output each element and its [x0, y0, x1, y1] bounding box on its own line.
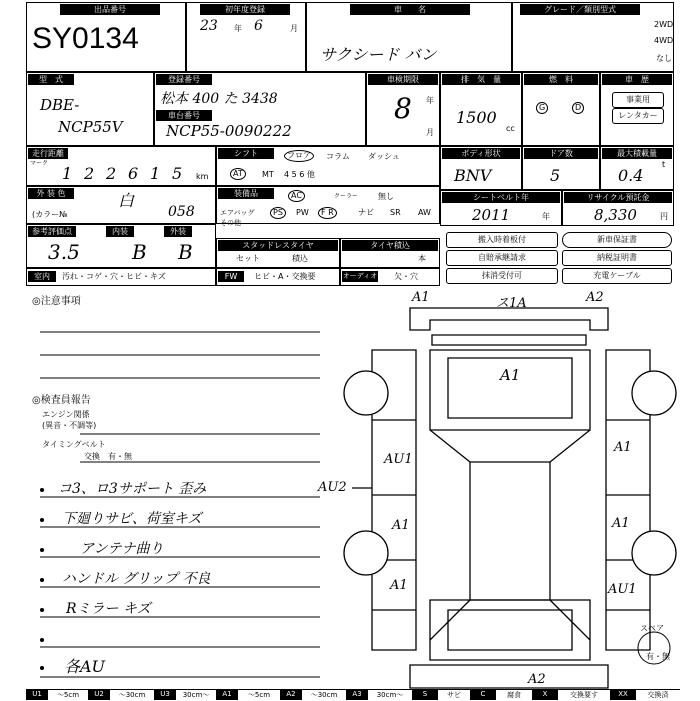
- timing-sub: 交換 有・無: [84, 452, 132, 461]
- recycle-label: リサイクル預託金: [564, 192, 672, 203]
- seatbelt-value: 2011: [472, 206, 511, 224]
- mark-top-left: A1: [412, 290, 430, 305]
- spare-label: スペア: [640, 624, 664, 633]
- shift-gears: 4 5 6 他: [284, 170, 315, 179]
- eq-other: その他: [220, 219, 241, 227]
- exterior-label: 外装: [164, 226, 192, 237]
- inspection-month-unit: 月: [426, 128, 434, 137]
- exterior-color-label: 外 装 色: [28, 188, 74, 199]
- usage-business: 事業用: [612, 92, 664, 108]
- inspection-value: 8: [394, 92, 412, 125]
- chassis-label: 車台番号: [156, 110, 212, 121]
- eq-navi: ナビ: [358, 208, 374, 217]
- mark-right-front: A1: [614, 440, 632, 455]
- first-reg-month-unit: 月: [290, 24, 298, 33]
- legend-key-s: S: [412, 689, 438, 700]
- seatbelt-label: シートベルト年: [442, 192, 560, 203]
- doc-deregistration: 抹消受付可: [446, 268, 558, 284]
- first-reg-month: 6: [254, 18, 263, 34]
- doc-warranty: 新車保証書: [562, 232, 672, 248]
- mileage-digit-2: 2: [84, 164, 95, 183]
- mark-roof: A1: [500, 366, 521, 384]
- eq-ac: AC: [288, 190, 305, 202]
- engine-label: エンジン関係: [42, 410, 90, 419]
- mark-left-side: AU2: [318, 480, 347, 495]
- body-type-label: ボディ形状: [442, 148, 520, 159]
- fuel-g: G: [536, 102, 548, 114]
- note-bullets: [40, 488, 44, 670]
- reg-no-label: 登録番号: [156, 74, 212, 85]
- mileage-digit-3: 2: [106, 164, 117, 183]
- legend-val-a1: ～5cm: [238, 689, 280, 700]
- model-line1: DBE-: [40, 96, 80, 114]
- seatbelt-unit: 年: [542, 212, 550, 221]
- mileage-label: 走行距離: [28, 148, 68, 159]
- note-lines: [40, 332, 320, 677]
- lot-number: SY0134: [32, 22, 139, 55]
- mark-right-mid: A1: [612, 516, 630, 531]
- mileage-digit-5: 1: [150, 164, 161, 183]
- doors-label: ドア数: [524, 148, 598, 159]
- legend-key-c: C: [470, 689, 496, 700]
- drive-2wd: 2WD: [654, 20, 674, 29]
- legend-key-xx: XX: [610, 689, 636, 700]
- fw-options: ヒビ・A・交換要: [254, 272, 316, 281]
- mark-top-right: A2: [586, 290, 604, 305]
- grade-label: グレード／類別型式: [520, 4, 640, 15]
- mark-left-front: AU1: [384, 452, 413, 467]
- legend-val-u2: ～30cm: [110, 689, 154, 700]
- eq-cooler: クーラー: [334, 193, 359, 200]
- first-reg-label: 初年度登録: [200, 4, 290, 15]
- reg-no-value: 松本 400 た 3438: [160, 91, 278, 107]
- mileage-sub: マーク: [30, 160, 49, 167]
- comment-1: コ3、ロ3サポート 歪み: [58, 481, 207, 497]
- comment-3: アンテナ曲り: [80, 541, 164, 557]
- mark-right-rear: AU1: [608, 582, 637, 597]
- first-reg-year: 23: [200, 18, 218, 34]
- studless-sets: セット: [236, 254, 260, 263]
- doc-delivery-plate: 搬入時着板付: [446, 232, 558, 248]
- mark-bottom: A2: [528, 672, 546, 687]
- displacement-unit: cc: [506, 124, 515, 133]
- eq-fr: F R: [318, 207, 337, 219]
- max-load-label: 最大積載量: [602, 148, 672, 159]
- model-line2: NCP55V: [58, 118, 123, 136]
- legend-key-u3: U3: [154, 689, 176, 700]
- exterior-color-value: 白: [118, 191, 135, 210]
- legend-val-s: サビ: [438, 689, 470, 700]
- studless-label: スタッドレスタイヤ: [218, 240, 338, 251]
- score-label: 参考評価点: [28, 226, 76, 237]
- mileage-digit-6: 5: [172, 164, 183, 183]
- shift-floor: フロア: [284, 150, 314, 162]
- drive-none: なし: [656, 54, 672, 63]
- fw-label: FW: [218, 271, 244, 282]
- tire-label: タイヤ積込: [342, 240, 438, 251]
- doc-insurance: 自賠承継請求: [446, 250, 558, 266]
- room-label: 室内: [28, 271, 56, 282]
- inspection-year-unit: 年: [426, 96, 434, 105]
- inspection-label: 車検期限: [368, 74, 438, 85]
- recycle-value: 8,330: [594, 206, 637, 224]
- displacement-value: 1500: [456, 108, 497, 127]
- comment-2: 下廻りサビ、荷室キズ: [62, 511, 202, 527]
- eq-sr: SR: [390, 208, 401, 217]
- body-type-value: BNV: [454, 166, 492, 185]
- interior-label: 内装: [106, 226, 134, 237]
- usage-label: 車 歴: [602, 74, 672, 85]
- displacement-label: 排 気 量: [442, 74, 520, 85]
- first-reg-year-unit: 年: [234, 24, 242, 33]
- eq-ps: PS: [270, 207, 286, 219]
- color-no-value: 058: [168, 204, 195, 220]
- audio-label: オーディオ: [342, 272, 378, 280]
- legend-val-xx: 交換済: [636, 689, 680, 700]
- inspector-title: ◎検査員報告: [32, 395, 91, 406]
- exterior-value: B: [178, 240, 193, 264]
- timing-label: タイミングベルト: [42, 440, 106, 449]
- legend-val-x: 交換要す: [558, 689, 610, 700]
- comment-5: Rミラー キズ: [66, 601, 151, 617]
- legend-key-u2: U2: [88, 689, 110, 700]
- shift-at: AT: [230, 168, 246, 180]
- legend-key-u1: U1: [26, 689, 48, 700]
- fuel-d: D: [572, 102, 584, 114]
- legend-val-a2: ～30cm: [302, 689, 346, 700]
- tire-count: 本: [418, 254, 426, 263]
- car-wheels: [344, 371, 676, 575]
- score-value: 3.5: [48, 240, 80, 264]
- lot-label: 出品番号: [60, 4, 160, 15]
- color-no-label: (カラー№: [32, 210, 68, 219]
- legend-val-u3: 30cm～: [176, 689, 216, 700]
- room-options: 汚れ・コゲ・穴・ヒビ・キズ: [62, 272, 166, 281]
- eq-aw: AW: [418, 208, 431, 217]
- studless-loaded: 積込: [292, 254, 308, 263]
- equipment-label: 装備品: [218, 188, 274, 199]
- audio-options: 欠・穴: [394, 272, 418, 281]
- car-name-label: 車 名: [350, 4, 470, 15]
- doc-charging-cable: 充電ケーブル: [562, 268, 672, 284]
- comment-7: 各AU: [64, 657, 106, 676]
- mileage-digit-4: 6: [128, 164, 139, 183]
- legend-val-u1: ～5cm: [48, 689, 88, 700]
- interior-value: B: [132, 240, 147, 264]
- mileage-digit-1: 1: [62, 164, 73, 183]
- fuel-label: 燃 料: [524, 74, 598, 85]
- max-load-unit: t: [662, 160, 666, 169]
- mark-left-mid: A1: [392, 518, 410, 533]
- caution-title: ◎注意事項: [32, 296, 81, 307]
- legend-key-a3: A3: [346, 689, 368, 700]
- eq-airbag: エアバッグ: [220, 209, 255, 217]
- shift-label: シフト: [218, 148, 274, 159]
- car-name: サクシード バン: [320, 45, 437, 64]
- eq-none: 無し: [378, 192, 394, 201]
- legend-key-x: X: [532, 689, 558, 700]
- legend-key-a2: A2: [280, 689, 302, 700]
- model-label: 型 式: [28, 74, 74, 85]
- legend-val-a3: 30cm～: [368, 689, 412, 700]
- shift-dash: ダッシュ: [368, 152, 400, 161]
- doc-tax-cert: 納税証明書: [562, 250, 672, 266]
- eq-pw: PW: [296, 208, 309, 217]
- usage-rental: レンタカー: [612, 108, 664, 124]
- car-outline: [352, 308, 650, 688]
- comment-4: ハンドル グリップ 不良: [62, 571, 211, 587]
- shift-column: コラム: [326, 152, 350, 161]
- mark-top-center: ス1A: [496, 296, 527, 311]
- recycle-unit: 円: [660, 212, 668, 221]
- mark-left-rear: A1: [390, 578, 408, 593]
- engine-sub: (異音・不調等): [42, 421, 97, 430]
- legend-key-a1: A1: [216, 689, 238, 700]
- max-load-value: 0.4: [618, 166, 644, 185]
- shift-mt: MT: [262, 170, 274, 179]
- mileage-unit: km: [196, 172, 209, 181]
- legend-val-c: 腐食: [496, 689, 532, 700]
- chassis-value: NCP55-0090222: [166, 122, 292, 140]
- drive-4wd: 4WD: [654, 36, 674, 45]
- spare-options: 有・無: [646, 652, 670, 661]
- doors-value: 5: [550, 166, 561, 185]
